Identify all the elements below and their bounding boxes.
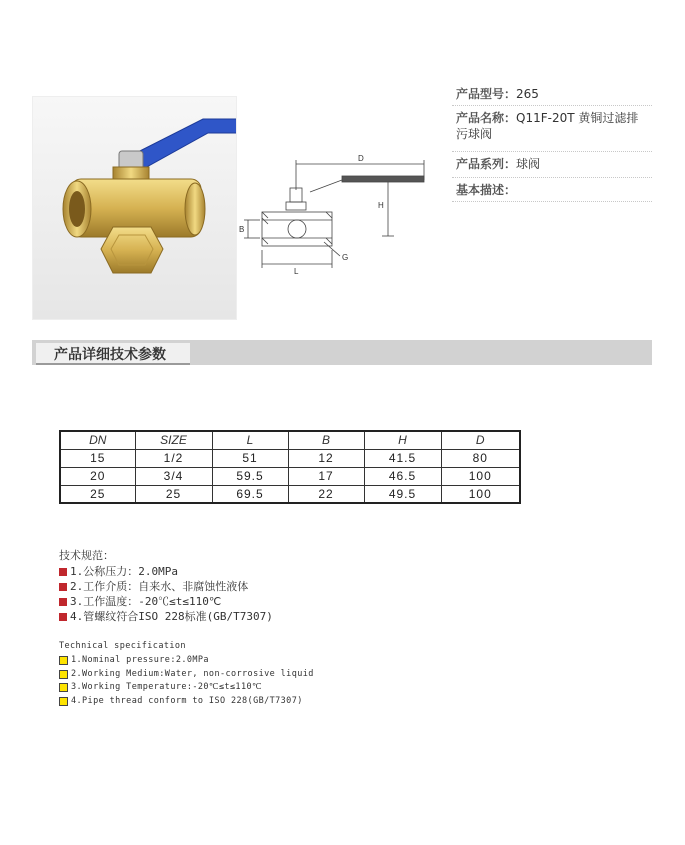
dim-label-L: L — [294, 267, 299, 276]
table-cell: 46.5 — [364, 467, 441, 485]
table-cell: 22 — [288, 485, 364, 503]
dimension-drawing — [238, 150, 438, 280]
red-square-bullet-icon — [59, 613, 67, 621]
list-item — [59, 668, 314, 682]
table-cell: 3/4 — [135, 467, 212, 485]
table-header-row — [60, 431, 520, 449]
yellow-square-bullet-icon — [59, 656, 68, 665]
red-square-bullet-icon — [59, 568, 67, 576]
table-cell: 17 — [288, 467, 364, 485]
model-label: 产品型号： — [456, 87, 517, 101]
product-photo — [32, 96, 237, 320]
description-label: 基本描述： — [456, 183, 517, 197]
table-cell: 15 — [60, 449, 135, 467]
list-item — [59, 579, 273, 594]
table-cell: 49.5 — [364, 485, 441, 503]
list-item-text: 3.Working Temperature:-20℃≤t≤110℃ — [71, 682, 262, 693]
name-row — [452, 106, 652, 152]
header-b: B — [288, 431, 364, 449]
blue-handle — [128, 119, 237, 169]
name-label: 产品名称： — [456, 111, 517, 125]
header-l: L — [212, 431, 288, 449]
tech-spec-en — [59, 640, 314, 708]
table-row — [60, 449, 520, 467]
table-cell: 12 — [288, 449, 364, 467]
list-item-text: 2.Working Medium:Water, non-corrosive liquid — [71, 668, 314, 679]
list-item — [59, 681, 314, 695]
dim-label-B: B — [239, 225, 245, 234]
list-item-text: 4.管螺纹符合ISO 228标准(GB/T7307) — [70, 610, 273, 623]
header-dn: DN — [60, 431, 135, 449]
list-item — [59, 609, 273, 624]
ball-valve-image — [33, 97, 237, 320]
dim-label-H: H — [378, 201, 384, 210]
yellow-square-bullet-icon — [59, 670, 68, 679]
model-row — [452, 82, 652, 106]
tech-spec-cn — [59, 548, 273, 624]
table-cell: 69.5 — [212, 485, 288, 503]
list-item-text: 1.Nominal pressure:2.0MPa — [71, 655, 209, 666]
red-square-bullet-icon — [59, 583, 67, 591]
list-item-text: 3.工作温度：-20℃≤t≤110℃ — [70, 595, 222, 608]
list-item — [59, 654, 314, 668]
dim-label-D: D — [358, 154, 364, 163]
section-title: 产品详细技术参数 — [36, 343, 190, 365]
list-item — [59, 564, 273, 579]
name-value: Q11F-20T 黄铜过滤排污球阀 — [456, 111, 639, 141]
table-cell: 25 — [135, 485, 212, 503]
header-d: D — [441, 431, 520, 449]
list-item-text: 4.Pipe thread conform to ISO 228(GB/T7307) — [71, 695, 303, 706]
series-label: 产品系列： — [456, 157, 517, 171]
section-header-bar — [32, 340, 652, 365]
list-item-text: 1.公称压力：2.0MPa — [70, 565, 178, 578]
table-cell: 20 — [60, 467, 135, 485]
red-square-bullet-icon — [59, 598, 67, 606]
list-item — [59, 695, 314, 709]
yellow-square-bullet-icon — [59, 683, 68, 692]
series-value: 球阀 — [516, 157, 541, 171]
table-cell: 80 — [441, 449, 520, 467]
product-info-panel — [452, 82, 652, 202]
yellow-square-bullet-icon — [59, 697, 68, 706]
table-cell: 100 — [441, 467, 520, 485]
series-row — [452, 152, 652, 178]
table-cell: 1/2 — [135, 449, 212, 467]
technical-drawing — [238, 150, 438, 280]
model-value: 265 — [516, 87, 539, 101]
spec-table — [59, 430, 521, 504]
table-cell: 100 — [441, 485, 520, 503]
description-row — [452, 178, 652, 202]
tech-spec-cn-title: 技术规范： — [59, 549, 114, 562]
list-item-text: 2.工作介质：自来水、非腐蚀性液体 — [70, 580, 249, 593]
table-cell: 51 — [212, 449, 288, 467]
table-cell: 59.5 — [212, 467, 288, 485]
dim-label-G: G — [342, 253, 349, 262]
table-cell: 25 — [60, 485, 135, 503]
table-row — [60, 485, 520, 503]
header-h: H — [364, 431, 441, 449]
table-row — [60, 467, 520, 485]
header-size: SIZE — [135, 431, 212, 449]
tech-spec-en-title: Technical specification — [59, 641, 186, 651]
list-item — [59, 594, 273, 609]
table-cell: 41.5 — [364, 449, 441, 467]
